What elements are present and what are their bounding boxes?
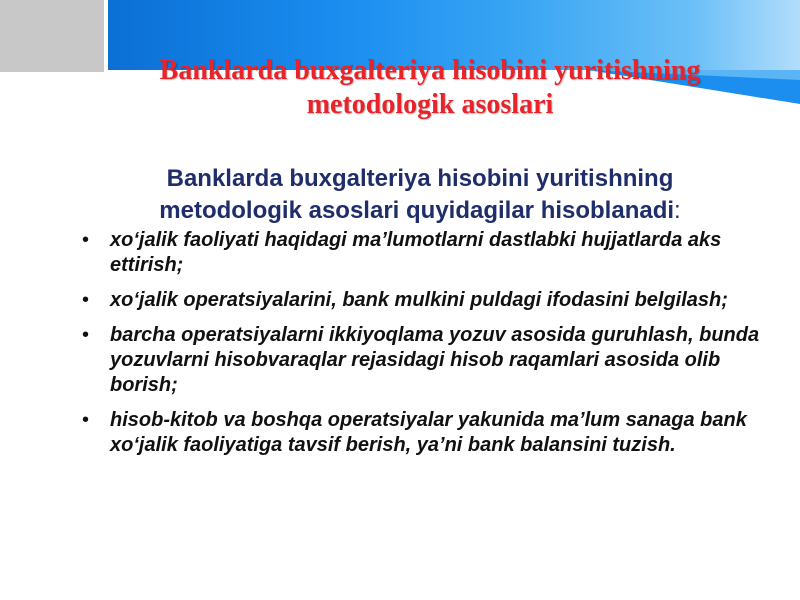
list-item-text: barcha operatsiyalarni ikkiyoqlama yozuv asosida guruhlash, bunda yozuvlarni hisobvaraqlar rejasidagi hisob raqamlari asosida olib borish; (110, 324, 760, 396)
bullet-list (80, 228, 780, 468)
list-item-text: xo‘jalik faoliyati haqidagi ma’lumotlarni dastlabki hujjatlarda aks ettirish; (110, 229, 722, 276)
subtitle-text: Banklarda buxgalteriya hisobini yuritishning metodologik asoslari quyidagilar hisoblanadi (159, 165, 675, 224)
bullet-icon: • (82, 324, 90, 346)
subtitle-colon: : (674, 197, 681, 224)
list-item (80, 323, 780, 398)
list-item (80, 288, 780, 313)
list-item (80, 408, 780, 458)
list-item-text: hisob-kitob va boshqa operatsiyalar yakunida ma’lum sanaga bank xo‘jalik faoliyatiga tavsif berish, ya’ni bank balansini tuzish. (110, 409, 747, 456)
list-item (80, 228, 780, 278)
bullet-icon: • (82, 409, 90, 431)
bullet-icon: • (82, 289, 90, 311)
slide-title: Banklarda buxgalteriya hisobini yuritishning metodologik asoslari (159, 55, 701, 120)
list-item-text: xo‘jalik operatsiyalarini, bank mulkini puldagi ifodasini belgilash; (110, 289, 728, 311)
slide-subtitle (100, 163, 740, 227)
bullet-icon: • (82, 229, 90, 251)
